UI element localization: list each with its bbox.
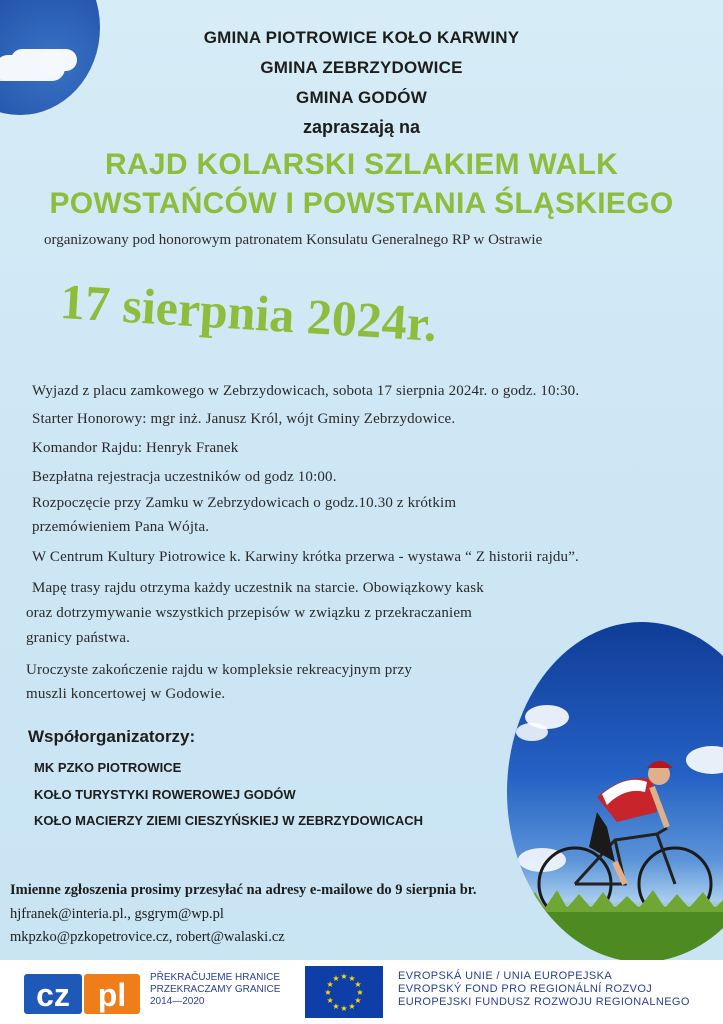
event-date: 17 sierpnia 2024r. <box>58 272 439 352</box>
event-title-line-1: RAJD KOLARSKI SZLAKIEM WALK <box>104 148 619 181</box>
detail-line: przemówieniem Pana Wójta. <box>32 519 210 535</box>
eu-star-icon: ★ <box>348 1001 356 1011</box>
coorganizer-item: KOŁO TURYSTYKI ROWEROWEJ GODÓW <box>34 787 296 802</box>
detail-line: Komandor Rajdu: Henryk Franek <box>32 440 239 456</box>
eu-star-icon: ★ <box>332 1001 340 1011</box>
cyclist-photo <box>507 622 723 960</box>
eu-line: EUROPEJSKI FUNDUSZ ROZWOJU REGIONALNEGO <box>398 996 690 1008</box>
eu-star-icon: ★ <box>326 996 334 1005</box>
detail-line: W Centrum Kultury Piotrowice k. Karwiny krótka przerwa - wystawa “ Z historii rajdu”. <box>32 549 579 565</box>
coorganizer-item: KOŁO MACIERZY ZIEMI CIESZYŃSKIEJ W ZEBRZYDOWICACH <box>34 813 424 828</box>
detail-line: oraz dotrzymywanie wszystkich przepisów w związku z przekraczaniem <box>26 605 472 621</box>
eu-star-icon: ★ <box>324 988 332 997</box>
interreg-cz-pl-logo <box>24 968 140 1016</box>
program-name <box>150 972 280 1008</box>
program-line: PRZEKRACZAMY GRANICE <box>150 984 281 995</box>
organizer-line-1: GMINA PIOTROWICE KOŁO KARWINY <box>203 28 520 47</box>
registration-emails-2: mkpzko@pzkopetrovice.cz, robert@walaski.cz <box>10 929 285 945</box>
detail-line: Mapę trasy rajdu otrzyma każdy uczestnik na starcie. Obowiązkowy kask <box>32 580 484 596</box>
coorganizer-item: MK PZKO PIOTROWICE <box>34 760 182 775</box>
eu-funding-text <box>398 970 690 1009</box>
detail-line: granicy państwa. <box>26 630 131 646</box>
logo-cz-text: cz <box>36 977 70 1013</box>
program-line: PŘEKRAČUJEME HRANICE <box>150 972 281 983</box>
eu-flag-icon <box>305 966 383 1018</box>
eu-line: EVROPSKÁ UNIE / UNIA EUROPEJSKA <box>398 970 613 982</box>
organizer-line-2: GMINA ZEBRZYDOWICE <box>260 58 463 77</box>
registration-info: Imienne zgłoszenia prosimy przesyłać na adresy e-mailowe do 9 sierpnia br. <box>10 882 477 898</box>
eu-star-icon: ★ <box>348 974 356 984</box>
event-title-line-2: POWSTAŃCÓW I POWSTANIA ŚLĄSKIEGO <box>49 187 674 220</box>
eu-star-icon: ★ <box>354 980 362 989</box>
detail-line: Bezpłatna rejestracja uczestników od godz 10:00. <box>32 469 337 485</box>
eu-star-icon: ★ <box>332 974 340 984</box>
eu-star-icon: ★ <box>326 980 334 989</box>
footer-logos <box>0 960 723 1024</box>
coorganizers-heading: Współorganizatorzy: <box>28 727 196 746</box>
eu-star-icon: ★ <box>354 996 362 1005</box>
organizer-line-3: GMINA GODÓW <box>296 88 427 107</box>
registration-emails-1: hjfranek@interia.pl., gsgrym@wp.pl <box>10 906 224 922</box>
logo-pl-text: pl <box>97 977 127 1013</box>
detail-line: Wyjazd z placu zamkowego w Zebrzydowicach, sobota 17 sierpnia 2024r. o godz. 10:30. <box>32 383 580 399</box>
program-line: 2014—2020 <box>150 996 205 1007</box>
detail-line: Uroczyste zakończenie rajdu w kompleksie rekreacyjnym przy <box>26 662 413 678</box>
invite-text: zapraszają na <box>302 117 421 137</box>
detail-line: Starter Honorowy: mgr inż. Janusz Król, wójt Gminy Zebrzydowice. <box>32 411 456 427</box>
detail-line: muszli koncertowej w Godowie. <box>26 686 226 702</box>
patronage-text: organizowany pod honorowym patronatem Konsulatu Generalnego RP w Ostrawie <box>44 232 543 248</box>
eu-star-icon: ★ <box>340 1004 348 1013</box>
detail-line: Rozpoczęcie przy Zamku w Zebrzydowicach o godz.10.30 z krótkim <box>32 495 457 511</box>
eu-star-icon: ★ <box>340 972 348 981</box>
eu-line: EVROPSKÝ FOND PRO REGIONÁLNÍ ROZVOJ <box>398 983 653 995</box>
eu-star-icon: ★ <box>356 988 364 997</box>
